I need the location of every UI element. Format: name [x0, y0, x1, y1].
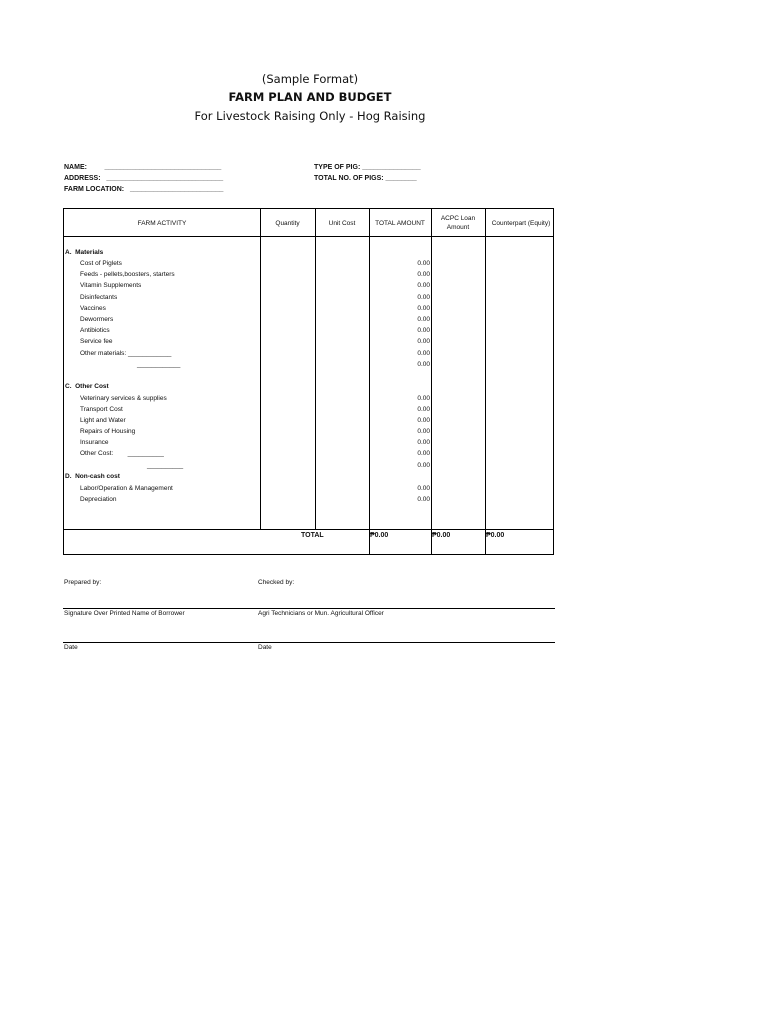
amount-cell: 0.00 — [417, 406, 430, 413]
total-label: TOTAL — [301, 532, 324, 539]
header-acpc-loan: ACPC Loan Amount — [440, 215, 476, 231]
item-other-materials[interactable]: Other materials: ____________ — [80, 350, 172, 357]
item-vaccines: Vaccines — [80, 305, 106, 312]
sample-format-label: (Sample Format) — [261, 72, 359, 86]
item-cost-of-piglets: Cost of Piglets — [80, 260, 122, 267]
item-other-materials-blank[interactable]: ____________ — [137, 361, 181, 368]
total-pigs-field[interactable]: TOTAL NO. OF PIGS: ________ — [314, 175, 417, 182]
date-label-left: Date — [64, 644, 78, 651]
amount-cell: 0.00 — [417, 282, 430, 289]
date-label-right: Date — [258, 644, 272, 651]
total-divider — [64, 529, 553, 530]
item-vitamin-supplements: Vitamin Supplements — [80, 282, 142, 289]
farm-location-field[interactable]: FARM LOCATION: ________________________ — [64, 186, 224, 193]
header-total-amount: TOTAL AMOUNT — [375, 219, 425, 227]
total-counterpart-value: ₱0.00 — [486, 532, 505, 539]
signature-line[interactable] — [63, 608, 555, 609]
borrower-signature-caption: Signature Over Printed Name of Borrower — [64, 610, 185, 617]
item-disinfectants: Disinfectants — [80, 294, 118, 301]
budget-table — [63, 208, 554, 555]
header-farm-activity: FARM ACTIVITY — [137, 219, 187, 227]
page-subtitle: For Livestock Raising Only - Hog Raising — [194, 109, 426, 123]
item-light-and-water: Light and Water — [80, 417, 126, 424]
header-counterpart: Counterpart (Equity) — [491, 219, 551, 227]
amount-cell: 0.00 — [417, 462, 430, 469]
header-quantity: Quantity — [275, 219, 300, 227]
amount-cell: 0.00 — [417, 316, 430, 323]
amount-cell: 0.00 — [417, 271, 430, 278]
item-labor-operation: Labor/Operation & Management — [80, 485, 173, 492]
date-line[interactable] — [63, 642, 555, 643]
amount-cell: 0.00 — [417, 485, 430, 492]
item-service-fee: Service fee — [80, 338, 113, 345]
item-veterinary-services: Veterinary services & supplies — [80, 395, 167, 402]
item-transport-cost: Transport Cost — [80, 406, 123, 413]
total-loan-value: ₱0.00 — [432, 532, 451, 539]
amount-cell: 0.00 — [417, 350, 430, 357]
name-field[interactable]: NAME: ______________________________ — [64, 164, 222, 171]
item-insurance: Insurance — [80, 439, 109, 446]
type-of-pig-field[interactable]: TYPE OF PIG: _______________ — [314, 164, 421, 171]
amount-cell: 0.00 — [417, 417, 430, 424]
item-repairs-of-housing: Repairs of Housing — [80, 428, 136, 435]
item-other-cost-blank[interactable]: __________ — [147, 462, 184, 469]
amount-cell: 0.00 — [417, 327, 430, 334]
amount-cell: 0.00 — [417, 395, 430, 402]
col-divider — [431, 209, 432, 555]
col-divider — [485, 209, 486, 555]
item-dewormers: Dewormers — [80, 316, 114, 323]
amount-cell: 0.00 — [417, 450, 430, 457]
section-materials: A. Materials — [65, 249, 104, 256]
amount-cell: 0.00 — [417, 439, 430, 446]
total-amount-value: ₱0.00 — [370, 532, 389, 539]
col-divider — [260, 209, 261, 529]
amount-cell: 0.00 — [417, 305, 430, 312]
amount-cell: 0.00 — [417, 496, 430, 503]
officer-signature-caption: Agri Technicians or Mun. Agricultural Officer — [258, 610, 384, 617]
item-depreciation: Depreciation — [80, 496, 117, 503]
prepared-by-label: Prepared by: — [64, 579, 102, 586]
section-other-cost: C. Other Cost — [65, 383, 109, 390]
amount-cell: 0.00 — [417, 428, 430, 435]
col-divider — [369, 209, 370, 555]
amount-cell: 0.00 — [417, 361, 430, 368]
item-antibiotics: Antibiotics — [80, 327, 110, 334]
amount-cell: 0.00 — [417, 338, 430, 345]
col-divider — [315, 209, 316, 529]
section-non-cash-cost: D. Non-cash cost — [65, 473, 120, 480]
item-other-cost[interactable]: Other Cost: __________ — [80, 450, 164, 457]
header-unit-cost: Unit Cost — [328, 219, 356, 227]
address-field[interactable]: ADDRESS: ______________________________ — [64, 175, 224, 182]
amount-cell: 0.00 — [417, 294, 430, 301]
page-title: FARM PLAN AND BUDGET — [228, 90, 392, 104]
item-feeds: Feeds - pellets,boosters, starters — [80, 271, 175, 278]
checked-by-label: Checked by: — [258, 579, 295, 586]
amount-cell: 0.00 — [417, 260, 430, 267]
